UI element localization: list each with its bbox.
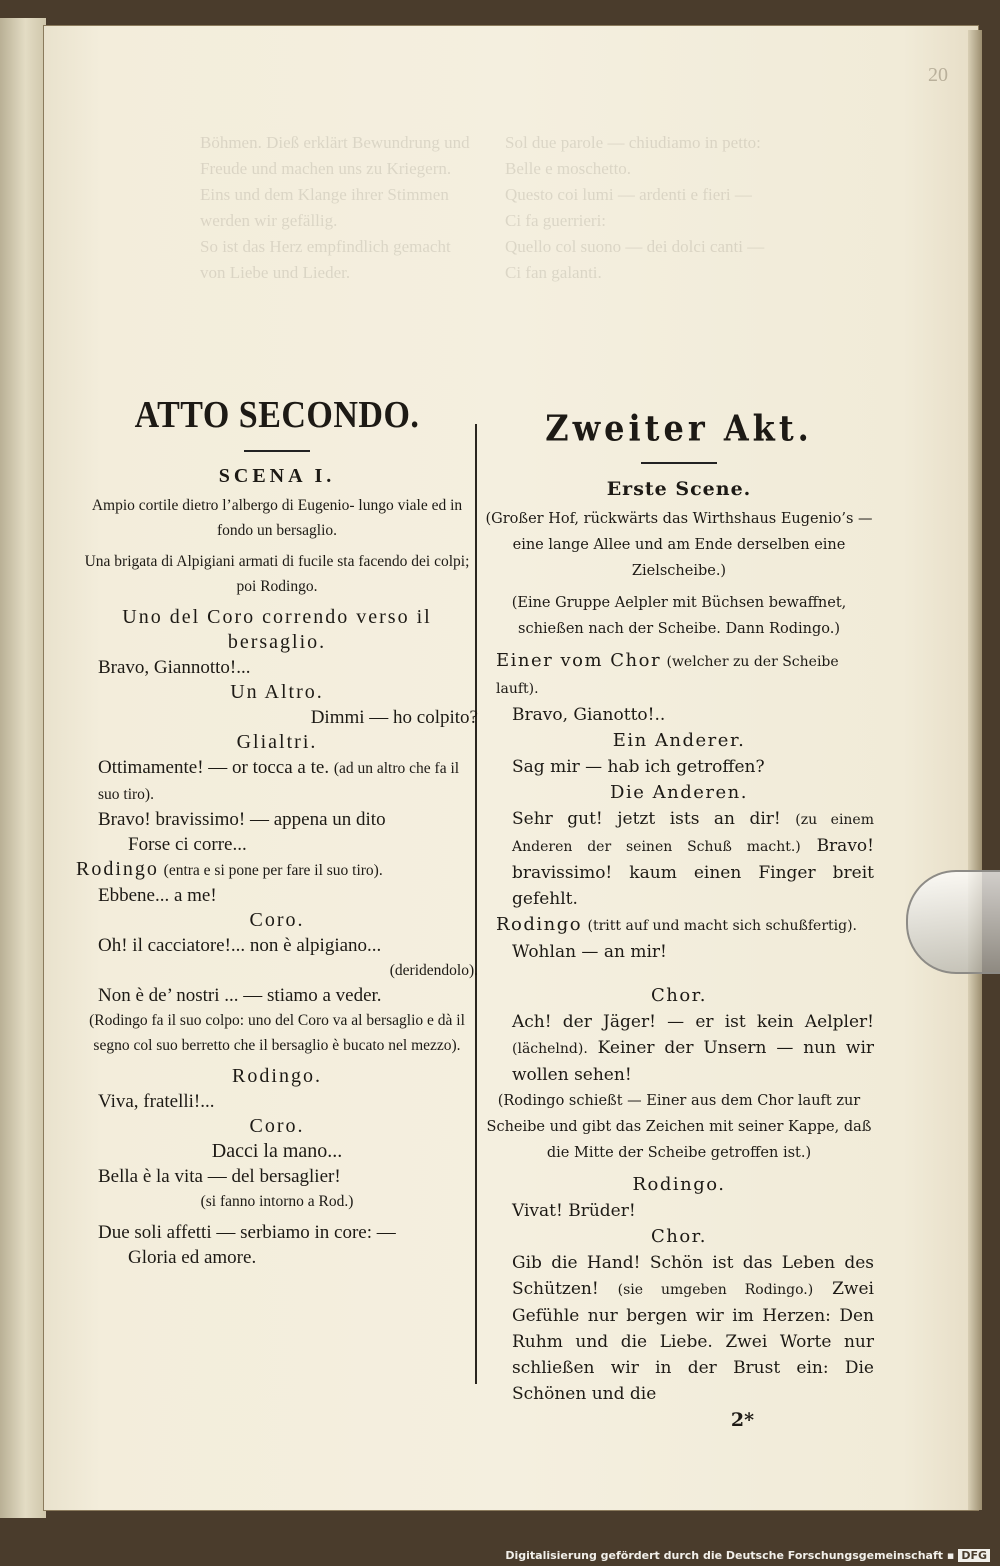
speaker-name: Coro. (249, 909, 305, 931)
verse-line: Oh! il cacciatore!... non è alpigiano... (98, 935, 382, 956)
speaker-name: Rodingo. (632, 1174, 726, 1195)
stage-direction: (deridendolo). (389, 962, 478, 979)
stage-direction: (tritt auf und macht sich schußfertig). (587, 918, 858, 934)
verse-line: Non è de’ nostri ... — stiamo a veder. (98, 985, 382, 1006)
speaker-name: Uno del Coro correndo verso il bersaglio. (122, 606, 432, 653)
verse-line: Bravo, Gianotto!.. (512, 705, 666, 725)
title-rule (641, 462, 717, 464)
verse-text: Bravo! bravissimo! kaum einen Finger breit gefehlt. (512, 836, 874, 909)
catchword: 2* (730, 1409, 754, 1431)
stage-direction: (Rodingo fa il suo colpo: uno del Coro va al bersaglio e dà il segno col suo berretto che il bersaglio è bucato nel mezzo). (89, 1012, 465, 1054)
verse-line: Vivat! Brüder! (512, 1201, 636, 1221)
verse-text: Ottimamente! — or tocca a te. (98, 757, 330, 778)
bleed-through-right (505, 130, 865, 286)
speaker-line (496, 912, 874, 939)
speaker-name: Glialtri. (236, 731, 318, 753)
bleed-line: Questo coi lumi — ardenti e fieri — (505, 185, 752, 204)
page-marker-clip (906, 870, 1000, 974)
title-rule (244, 450, 310, 452)
speaker-name: Rodingo (76, 858, 159, 880)
verse-line: Gloria ed amore. (128, 1247, 257, 1268)
verse-text: Zwei Gefühle nur bergen wir im Herzen: Den Ruhm und die Liebe. Zwei Worte nur schließen wir in der Brust ein: Die Schönen und die (512, 1279, 874, 1404)
stage-direction: (lächelnd). (512, 1041, 588, 1057)
verse-line: Bella è la vita — del bersaglier! (98, 1166, 341, 1187)
stage-direction: (entra e si pone per fare il suo tiro). (163, 862, 383, 879)
stage-direction: (Eine Gruppe Aelpler mit Büchsen bewaffnet, schießen nach der Scheibe. Dann Rodingo.) (511, 595, 847, 637)
stage-direction: (si fanno intorno a Rod.) (200, 1193, 354, 1210)
bleed-line: Böhmen. Dieß erklärt Bewundrung und Freude und machen uns zu Kriegern. (200, 133, 470, 178)
verse-line: Ebbene... a me! (98, 885, 217, 906)
bleed-line: Belle e moschetto. (505, 159, 632, 178)
verse-line: Due soli affetti — serbiamo in core: — (98, 1222, 396, 1243)
verse-line (512, 1009, 874, 1088)
verse-text: Keiner der Unsern — nun wir wollen sehen! (512, 1038, 875, 1085)
verse-line: Sag mir — hab ich getroffen? (512, 757, 765, 777)
previous-page-edge (0, 18, 46, 1518)
act-title: Zweiter Akt. (545, 406, 813, 450)
footer-credit: Digitalisierung gefördert durch die Deutsche Forschungsgemeinschaft ▪ DFG (505, 1549, 990, 1562)
bleed-line: Ci fan galanti. (505, 263, 602, 282)
bleed-line: Eins und dem Klange ihrer Stimmen werden wir gefällig. (200, 185, 449, 230)
speaker-name: Coro. (249, 1115, 305, 1137)
page-number: 20 (928, 64, 948, 86)
verse-line: Dacci la mano... (211, 1140, 343, 1162)
verse-line (512, 1250, 874, 1407)
bleed-line: Quello col suono — dei dolci canti — (505, 237, 765, 256)
speaker-name: Rodingo (496, 914, 583, 935)
verse-line: Viva, fratelli!... (98, 1091, 215, 1112)
speaker-name: Chor. (650, 1226, 708, 1247)
verse-line: Bravo! bravissimo! — appena un dito (98, 809, 386, 830)
verse-line: Forse ci corre... (128, 834, 247, 855)
speaker-name: Rodingo. (232, 1065, 322, 1087)
page-fore-edge (968, 30, 982, 1510)
speaker-name: Un Altro. (230, 681, 324, 703)
speaker-name: Einer vom Chor (496, 650, 662, 671)
stage-direction: (Rodingo schießt — Einer aus dem Chor lauft zur Scheibe und gibt das Zeichen mit seiner Kappe, daß die Mitte der Scheibe getroffen ist.) (486, 1093, 872, 1161)
bleed-line: Sol due parole — chiudiamo in petto: (505, 133, 761, 152)
speaker-name: Die Anderen. (610, 782, 748, 803)
stage-direction: (welcher zu der Scheibe lauft). (496, 654, 839, 697)
stage-direction: Ampio cortile dietro l’albergo di Eugenio- lungo viale ed in fondo un bersaglio. (91, 497, 463, 539)
italian-column (76, 390, 478, 1270)
verse-line (512, 806, 874, 912)
german-column (484, 402, 874, 1433)
bleed-line: Ci fa guerrieri: (505, 211, 607, 230)
scene-heading: SCENA I. (218, 465, 336, 487)
verse-text: Ach! der Jäger! — er ist kein Aelpler! (512, 1012, 874, 1032)
bleed-line: So ist das Herz empfindlich gemacht von Liebe und Lieder. (200, 237, 451, 282)
speaker-line (76, 857, 478, 883)
act-title: ATTO SECONDO. (134, 394, 420, 437)
verse-text: Gib die Hand! Schön ist das Leben des Schützen! (512, 1253, 874, 1299)
dfg-logo: DFG (958, 1549, 990, 1562)
stage-direction: (zu einem Anderen der seinen Schuß macht.) (512, 812, 874, 855)
speaker-name: Ein Anderer. (612, 730, 746, 751)
verse-line (98, 755, 478, 807)
speaker-name: Chor. (650, 985, 708, 1006)
stage-direction: (ad un altro che fa il suo tiro). (98, 760, 460, 803)
verse-line: Wohlan — an mir! (512, 942, 667, 962)
stage-direction: (Großer Hof, rückwärts das Wirthshaus Eugenio’s — eine lange Allee und am Ende derselben eine Zielscheibe.) (485, 511, 873, 579)
footer-text: Digitalisierung gefördert durch die Deutsche Forschungsgemeinschaft (505, 1549, 944, 1562)
scene-heading: Erste Scene. (606, 478, 752, 500)
stage-direction: (sie umgeben Rodingo.) (617, 1282, 814, 1298)
stage-direction: Una brigata di Alpigiani armati di fucile sta facendo dei colpi; poi Rodingo. (84, 553, 470, 595)
verse-line: Bravo, Giannotto!... (98, 657, 251, 678)
bleed-through-left (200, 130, 470, 286)
verse-line: Dimmi — ho colpito? (310, 707, 478, 728)
verse-text: Sehr gut! jetzt ists an dir! (512, 809, 781, 829)
speaker-line (496, 648, 874, 702)
